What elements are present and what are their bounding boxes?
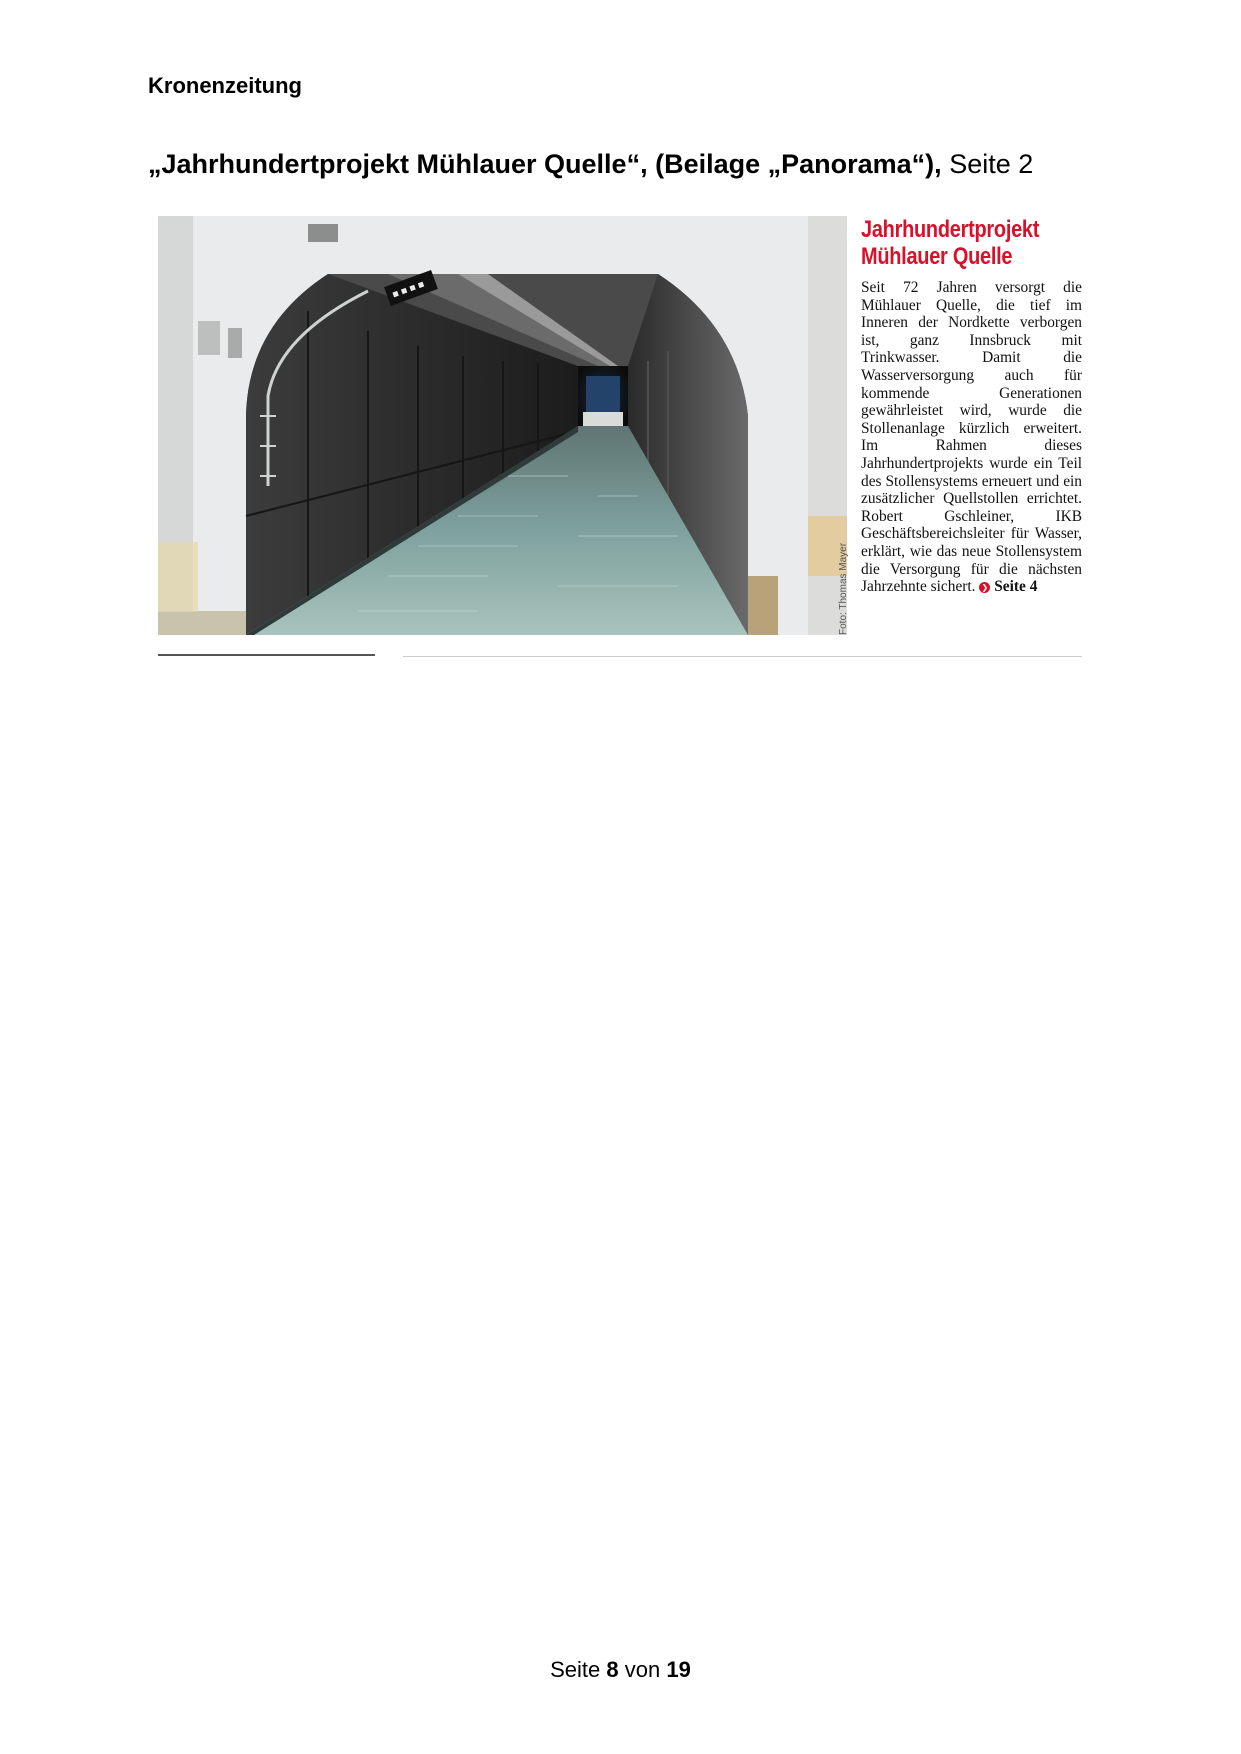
tunnel-photo bbox=[158, 216, 847, 635]
divider-right bbox=[403, 656, 1082, 657]
footer-page-current: 8 bbox=[606, 1657, 619, 1682]
arrow-right-icon: ❯ bbox=[979, 582, 990, 593]
footer-page-word: Seite bbox=[550, 1657, 601, 1682]
publication-name: Kronenzeitung bbox=[148, 73, 302, 98]
page-headline bbox=[148, 147, 1033, 181]
page-reference bbox=[979, 578, 1037, 595]
divider-left bbox=[158, 654, 375, 656]
headline-page: Seite 2 bbox=[949, 149, 1034, 179]
footer-page-total: 19 bbox=[666, 1657, 691, 1682]
page-reference-label: Seite 4 bbox=[994, 578, 1038, 596]
article-title-line-2: Mühlauer Quelle bbox=[861, 243, 1013, 270]
headline-title: „Jahrhundertprojekt Mühlauer Quelle“, (Beilage „Panorama“), bbox=[148, 149, 942, 179]
article-text: Seit 72 Jahren versorgt die Mühlauer Quelle, die tief im Inneren der Nordkette verborgen ist, ganz Innsbruck mit Trinkwasser. Damit die Wasserversorgung auch für kommende Generationen gewährleistet wird, wurde die Stollenanlage kürzlich erweitert. Im Rahmen dieses Jahrhundertprojekts wurde ein Teil des Stollensystems erneuert und ein zusätzlicher Quellstollen errichtet. Robert Gschleiner, IKB Geschäftsbereichsleiter für Wasser, erklärt, wie das neue Stollensystem die Versorgung für die nächsten Jahrzehnte sichert. bbox=[861, 279, 1082, 596]
footer-of-word: von bbox=[624, 1657, 661, 1682]
article-column bbox=[861, 216, 1082, 596]
article-title bbox=[861, 216, 1077, 270]
page-footer bbox=[0, 1656, 1241, 1684]
article-title-line-1: Jahrhundertprojekt bbox=[861, 216, 1040, 243]
article-body bbox=[861, 279, 1082, 596]
newspaper-clipping: Foto: Thomas Mayer Jahrhundertprojekt Mühlauer Quelle Seit 72 Jahren versorgt die Mühlauer Quelle, die tief im Inneren der Nordkette verborgen ist, ganz Innsbruck mit Trinkwasser. Damit die Wasserversorgung auch für kommende Generationen gewährleistet wird, wurde die Stollenanlage kürzlich erweitert. Im Rahmen dieses Jahrhundertprojekts wurde ein Teil des Stollensystems erneuert und ein zusätzlicher Quellstollen errichtet. Robert Gschleiner, IKB Geschäftsbereichsleiter für Wasser, erklärt, wie das neue Stollensystem die Versorgung für die nächsten Jahrzehnte sichert. ❯ Seite 4 bbox=[158, 216, 1082, 641]
